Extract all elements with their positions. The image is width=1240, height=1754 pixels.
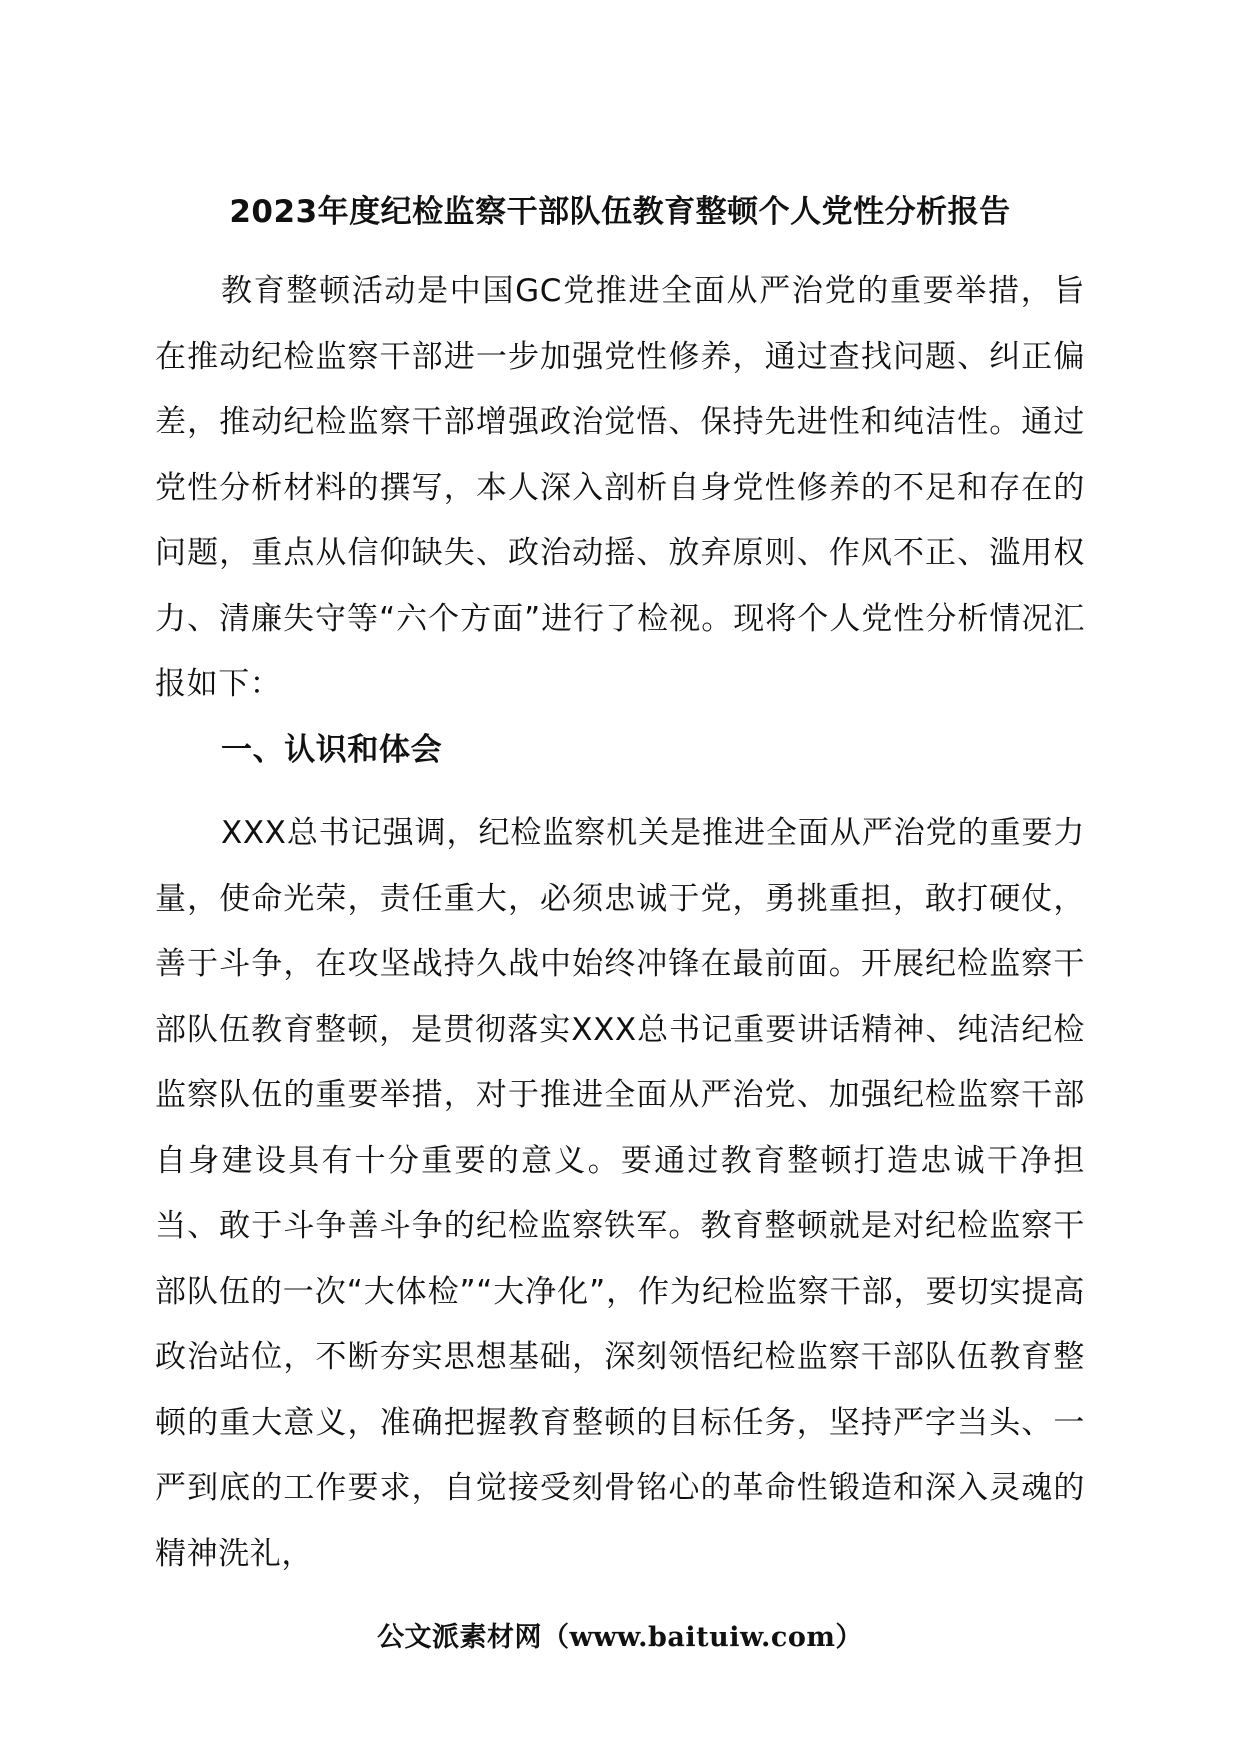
intro-paragraph: 教育整顿活动是中国GC党推进全面从严治党的重要举措，旨在推动纪检监察干部进一步加强党性修养，通过查找问题、纠正偏差，推动纪检监察干部增强政治觉悟、保持先进性和纯洁性。通过党性分析材料的撰写，本人深入剖析自身党性修养的不足和存在的问题，重点从信仰缺失、政治动摇、放弃原则、作风不正、滥用权力、清廉失守等“六个方面”进行了检视。现将个人党性分析情况汇报如下： [155, 273, 1085, 702]
intro-text [155, 259, 1085, 718]
section-paragraph: XXX总书记强调，纪检监察机关是推进全面从严治党的重要力量，使命光荣，责任重大，必须忠诚于党，勇挑重担，敢打硬仗，善于斗争，在攻坚战持久战中始终冲锋在最前面。开展纪检监察干部队伍教育整顿，是贯彻落实XXX总书记重要讲话精神、纯洁纪检监察队伍的重要举措，对于推进全面从严治党、加强纪检监察干部自身建设具有十分重要的意义。要通过教育整顿打造忠诚干净担当、敢于斗争善斗争的纪检监察铁军。教育整顿就是对纪检监察干部队伍的一次“大体检”“大净化”，作为纪检监察干部，要切实提高政治站位，不断夯实思想基础，深刻领悟纪检监察干部队伍教育整顿的重大意义，准确把握教育整顿的目标任务，坚持严字当头、一严到底的工作要求，自觉接受刻骨铭心的革命性锻造和深入灵魂的精神洗礼， [155, 815, 1085, 1572]
page-footer: 公文派素材网（www.baituiw.com） [377, 1622, 863, 1653]
document-title: 2023年度纪检监察干部队伍教育整顿个人党性分析报告 [229, 194, 1011, 230]
section-heading: 一、认识和体会 [221, 732, 443, 768]
section-text [155, 801, 1085, 1587]
